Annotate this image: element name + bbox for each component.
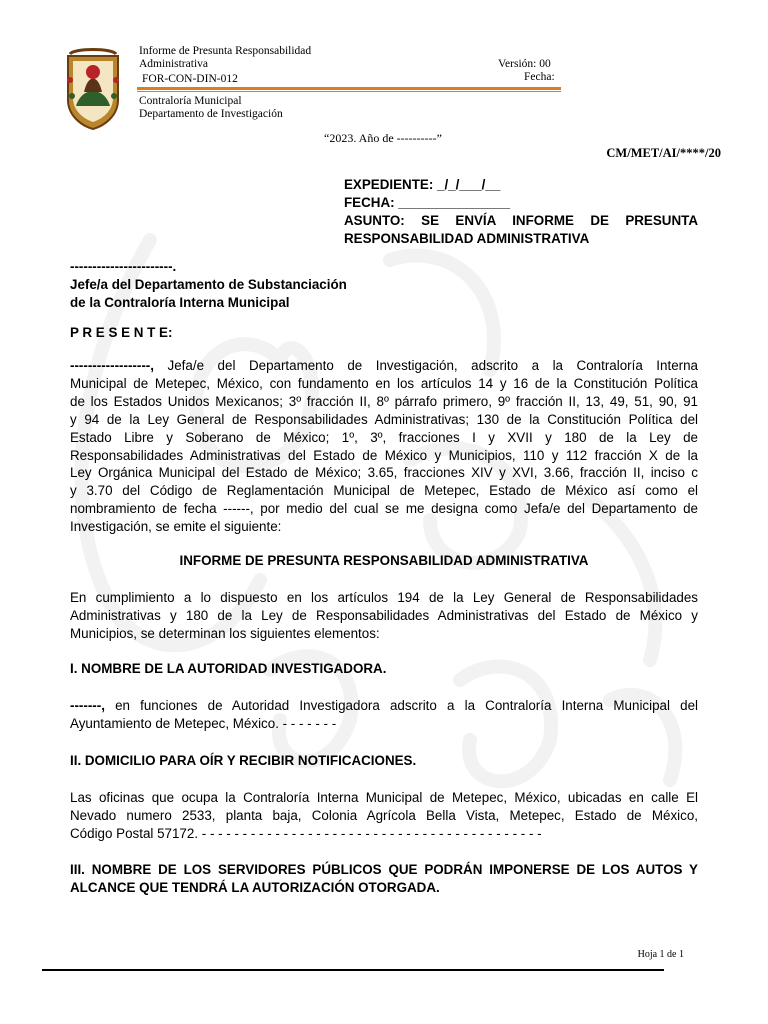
expediente-field: EXPEDIENTE: _/_/___/__ [344, 177, 501, 192]
intro-line: Investigación, se emite el siguiente: [70, 519, 282, 535]
section3-heading-line1: III. NOMBRE DE LOS SERVIDORES PÚBLICOS QUE PODRÁN IMPONERSE DE LOS AUTOS Y [70, 862, 698, 877]
header-orange-rule [137, 87, 561, 90]
header-version: Versión: 00 [498, 58, 551, 70]
compliance-line: Municipios, se determinan los siguientes elementos: [70, 625, 380, 641]
section2-heading: II. DOMICILIO PARA OÍR Y RECIBIR NOTIFICACIONES. [70, 753, 417, 768]
section2-line: Nevado numero 2533, planta baja, Colonia Agrícola Bella Vista, Metepec, Estado de México, [70, 807, 698, 823]
header-orange-rule-thin [137, 91, 561, 92]
intro-line: y 3.70 del Código de Reglamentación Municipal de Metepec, Estado de México así como el [70, 483, 698, 499]
intro-line: Estado Libre y Soberano de México; 1º, 3º, fracciones I y XVII y 180 de la Ley de [70, 429, 698, 445]
intro-line: nombramiento de fecha ------, por medio del cual se me designa como Jefa/e del Departamento de [70, 501, 698, 517]
section1-heading: I. NOMBRE DE LA AUTORIDAD INVESTIGADORA. [70, 661, 387, 676]
asunto-line1: ASUNTO: SE ENVÍA INFORME DE PRESUNTA [344, 212, 698, 228]
header-form-code: FOR-CON-DIN-012 [142, 73, 238, 85]
section1-line: Ayuntamiento de Metepec, México. - - - - - - - [70, 715, 337, 731]
compliance-paragraph [70, 589, 698, 643]
intro-line: Ley Orgánica Municipal del Estado de México; 3.65, fracciones XIV y XVI, 3.66, fracción II, inciso c [70, 465, 698, 481]
header-date-label: Fecha: [524, 71, 555, 83]
intro-line: y 94 de la Ley General de Responsabilidades Administrativas; 130 de la Constitución Política del [70, 411, 698, 427]
header-dept-line2: Departamento de Investigación [139, 108, 283, 120]
section2-line: Las oficinas que ocupa la Contraloría Interna Municipal de Metepec, México, ubicadas en calle El [70, 790, 698, 805]
header-dept-line1: Contraloría Municipal [139, 95, 242, 107]
presente-heading: P R E S E N T E: [70, 325, 173, 340]
intro-line: de los Estados Unidos Mexicanos; 3º fracción II, 8º párrafo primero, 9º fracción II, 13, 49, 51, 90, 91 [70, 393, 698, 409]
addressee-name: -----------------------. [70, 259, 177, 274]
asunto-line2: RESPONSABILIDAD ADMINISTRATIVA [344, 230, 590, 246]
municipal-coat-of-arms-logo [62, 46, 124, 130]
compliance-line: En cumplimiento a lo dispuesto en los artículos 194 de la Ley General de Responsabilidades [70, 590, 698, 605]
footer-rule [42, 969, 664, 971]
section3-heading-line2: ALCANCE QUE TENDRÁ LA AUTORIZACIÓN OTORGADA. [70, 879, 440, 895]
intro-paragraph [70, 357, 698, 536]
addressee-title-line1: Jefe/a del Departamento de Substanciación [70, 276, 347, 292]
fecha-field: FECHA: _______________ [344, 194, 511, 210]
intro-lead-name: ------------------, [70, 358, 154, 373]
intro-line: Responsabilidades Administrativas del Estado de México y Municipios, 110 y 112 fracción X de la [70, 447, 698, 463]
section1-paragraph [70, 697, 698, 733]
report-title: INFORME DE PRESUNTA RESPONSABILIDAD ADMINISTRATIVA [179, 553, 589, 568]
intro-line: Jefa/e del Departamento de Investigación, adscrito a la Contraloría Interna [154, 358, 698, 373]
section1-lead: -------, [70, 698, 105, 713]
header-title-line2: Administrativa [139, 58, 208, 70]
section2-paragraph [70, 789, 698, 843]
addressee-title-line2: de la Contraloría Interna Municipal [70, 294, 290, 310]
header-title-line1: Informe de Presunta Responsabilidad [139, 45, 312, 57]
compliance-line: Administrativas y 180 de la Ley de Responsabilidades Administrativas del Estado de México y [70, 607, 698, 623]
section1-line: en funciones de Autoridad Investigadora adscrito a la Contraloría Interna Municipal del [104, 698, 698, 713]
page-number: Hoja 1 de 1 [637, 949, 684, 960]
reference-number: CM/MET/AI/****/20 [606, 146, 721, 160]
year-motto: “2023. Año de ----------” [324, 131, 442, 145]
section2-line: Código Postal 57172. - - - - - - - - - - - - - - - - - - - - - - - - - - - - - - - - - - - - - - - - - - [70, 825, 542, 841]
intro-line: Municipal de Metepec, México, con fundamento en los artículos 14 y 16 de la Constitución Política [70, 375, 698, 391]
